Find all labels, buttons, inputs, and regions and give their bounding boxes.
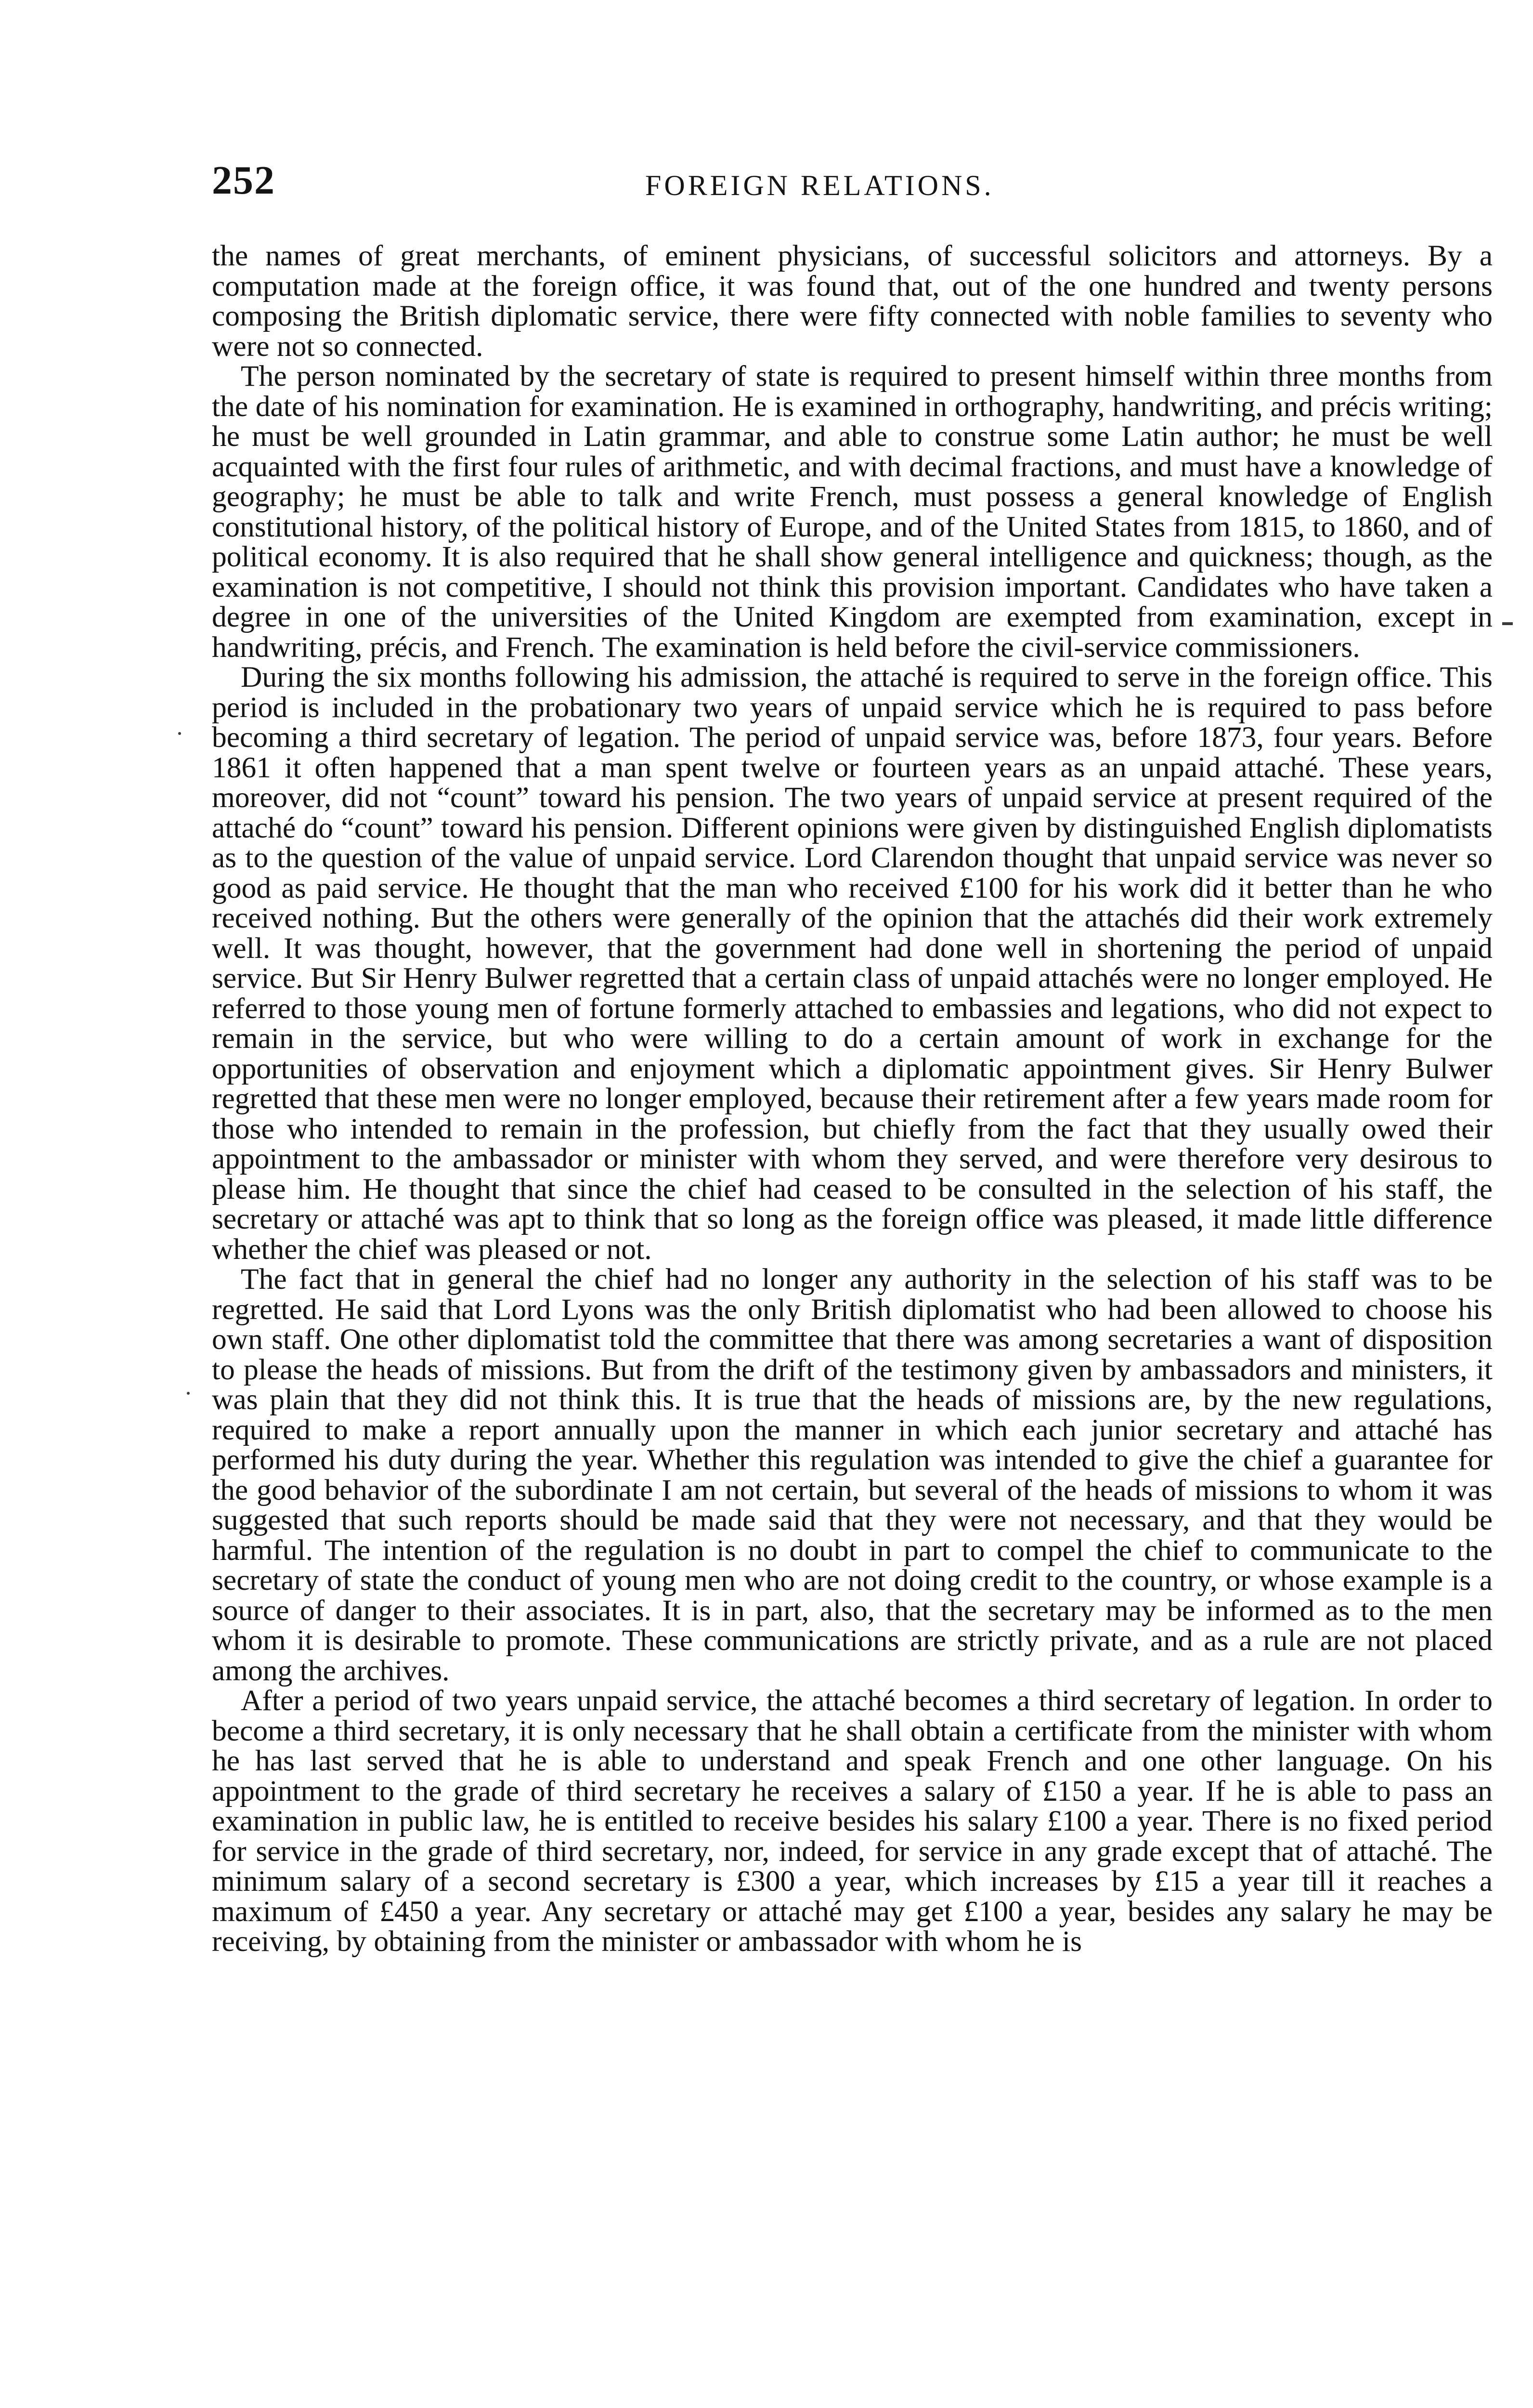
margin-mark — [178, 732, 181, 735]
paragraph: After a period of two years unpaid service, the attaché becomes a third secretary of legation. In order to become a third secretary, it is only necessary that he shall obtain a certificate from the minister with whom he has last served that he is able to understand and speak French and one other language. On his appointment to the grade of third secretary he receives a salary of £150 a year. If he is able to pass an examination in public law, he is entitled to receive besides his salary £100 a year. There is no fixed period for service in the grade of third secretary, nor, indeed, for service in any grade except that of attaché. The minimum salary of a second secretary is £300 a year, which increases by £15 a year till it reaches a maximum of £450 a year. Any secretary or attaché may get £100 a year, besides any salary he may be receiving, by obtaining from the minister or ambassador with whom he is — [212, 1684, 1493, 1958]
paragraph: The fact that in general the chief had no longer any authority in the selection of his staff was to be regretted. He said that Lord Lyons was the only British diplomatist who had been allowed to choose his own staff. One other diplomatist told the committee that there was among secretaries a want of disposition to please the heads of missions. But from the drift of the testimony given by ambassadors and ministers, it was plain that they did not think this. It is true that the heads of missions are, by the new regulations, required to make a report annually upon the manner in which each junior secretary and attaché has performed his duty during the year. Whether this regulation was intended to give the chief a guarantee for the good behavior of the subordinate I am not certain, but several of the heads of missions to whom it was suggested that such reports should be made said that they were not necessary, and that they would be harmful. The intention of the regulation is no doubt in part to compel the chief to communicate to the secretary of state the conduct of young men who are not doing credit to the country, or whose example is a source of danger to their associates. It is in part, also, that the secretary may be informed as to the men whom it is desirable to promote. These communications are strictly private, and as a rule are not placed among the archives. — [212, 1263, 1493, 1687]
margin-mark — [187, 1392, 190, 1395]
paragraph: the names of great merchants, of eminent physicians, of successful solicitors and attorneys. By a computation made at the foreign office, it was found that, out of the one hundred and twenty persons composing the British diplomatic service, there were fifty connected with noble families to seventy who were not so connected. — [212, 239, 1493, 363]
paragraph: During the six months following his admission, the attaché is required to serve in the foreign office. This period is included in the probationary two years of unpaid service which he is required to pass before becoming a third secretary of legation. The period of unpaid service was, before 1873, four years. Before 1861 it often happened that a man spent twelve or fourteen years as an unpaid attaché. These years, moreover, did not “count” toward his pension. The two years of unpaid service at present required of the attaché do “count” toward his pension. Different opinions were given by distinguished English diplomatists as to the question of the value of unpaid service. Lord Clarendon thought that unpaid service was never so good as paid service. He thought that the man who received £100 for his work did it better than he who received nothing. But the others were generally of the opinion that the attachés did their work extremely well. It was thought, however, that the government had done well in shortening the period of unpaid service. But Sir Henry Bulwer regretted that a certain class of unpaid attachés were no longer employed. He referred to those young men of fortune formerly attached to embassies and legations, who did not expect to remain in the service, but who were willing to do a certain amount of work in exchange for the opportunities of observation and enjoyment which a diplomatic appointment gives. Sir Henry Bulwer regretted that these men were no longer employed, because their retirement after a few years made room for those who intended to remain in the profession, but chiefly from the fact that they usually owed their appointment to the ambassador or minister with whom they served, and were therefore very desirous to please him. He thought that since the chief had ceased to be consulted in the selection of his staff, the secretary or attaché was apt to think that so long as the foreign office was pleased, it made little difference whether the chief was pleased or not. — [212, 661, 1493, 1266]
paragraph: The person nominated by the secretary of state is required to present himself within three months from the date of his nomination for examination. He is examined in orthography, handwriting, and précis writing; he must be well grounded in Latin grammar, and able to construe some Latin author; he must be well acquainted with the first four rules of arithmetic, and with decimal fractions, and must have a knowledge of geography; he must be able to talk and write French, must possess a general knowledge of English constitutional history, of the political history of Europe, and of the United States from 1815, to 1860, and of political economy. It is also required that he shall show general intelligence and quickness; though, as the examination is not competitive, I should not think this provision important. Candidates who have taken a degree in one of the universities of the United Kingdom are exempted from examination, except in handwriting, précis, and French. The examination is held before the civil-service commissioners. — [212, 360, 1493, 664]
page-header — [212, 157, 1493, 209]
margin-mark — [1502, 622, 1513, 625]
body-text — [212, 241, 1493, 1957]
running-title: FOREIGN RELATIONS. — [645, 170, 994, 201]
page-number: 252 — [212, 158, 275, 203]
